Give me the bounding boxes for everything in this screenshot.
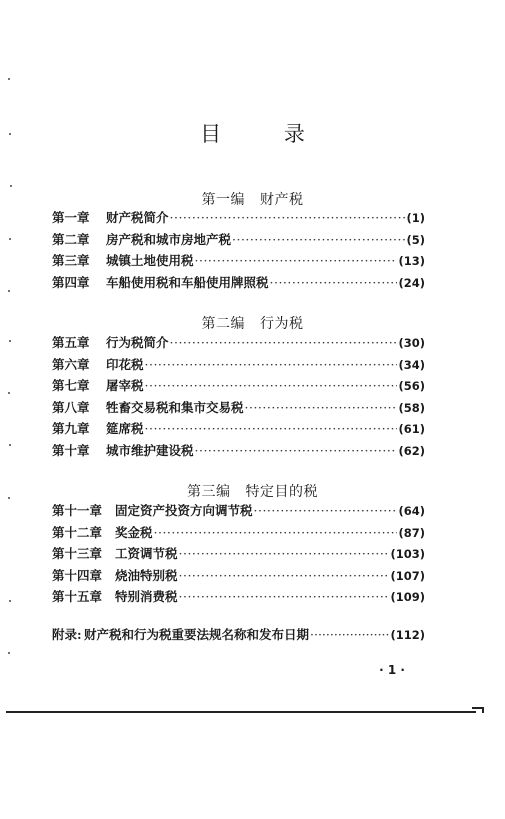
chapter-title: 烧油特别税 xyxy=(115,567,178,583)
chapter-number: 第十五章 xyxy=(52,589,103,604)
toc-part-2 xyxy=(52,333,425,462)
part-heading-3: 第三编 特定目的税 xyxy=(187,484,318,500)
appendix-title: 财产税和行为税重要法规名称和发布日期 xyxy=(84,627,310,642)
chapter-number: 第十二章 xyxy=(52,524,103,540)
scan-speck xyxy=(8,497,10,499)
toc-entry[interactable] xyxy=(52,251,425,273)
page-number: (62) xyxy=(398,443,425,458)
toc-entry[interactable] xyxy=(52,544,425,566)
page-number: (112) xyxy=(390,628,425,642)
bottom-rule xyxy=(6,711,476,713)
chapter-title: 城镇土地使用税 xyxy=(106,253,194,268)
chapter-title: 固定资产投资方向调节税 xyxy=(115,503,253,518)
chapter-number: 第六章 xyxy=(52,356,90,372)
dot-leader xyxy=(145,357,398,372)
chapter-number: 第十四章 xyxy=(52,567,103,583)
dot-leader xyxy=(170,335,398,350)
dot-leader xyxy=(179,546,390,561)
toc-entry[interactable] xyxy=(52,208,425,230)
page-number: (103) xyxy=(390,547,425,561)
chapter-number: 第九章 xyxy=(52,421,90,436)
chapter-number: 第十章 xyxy=(52,442,90,458)
toc-entry[interactable] xyxy=(52,441,425,463)
toc-entry[interactable] xyxy=(52,398,425,420)
bottom-rule-tail xyxy=(472,707,484,713)
chapter-title: 财产税简介 xyxy=(106,210,169,225)
page-number: (34) xyxy=(398,357,425,372)
page-number: (1) xyxy=(406,211,425,225)
chapter-title: 特别消费税 xyxy=(115,589,178,604)
chapter-title: 工资调节税 xyxy=(115,546,178,561)
chapter-number: 第八章 xyxy=(52,399,90,415)
dot-leader xyxy=(254,503,398,518)
dot-leader xyxy=(245,400,398,415)
dot-leader xyxy=(195,443,398,458)
dot-leader xyxy=(195,253,398,268)
appendix-label: 附录: xyxy=(52,627,82,642)
scan-speck xyxy=(8,392,10,394)
chapter-title: 筵席税 xyxy=(106,421,144,436)
page-number: (56) xyxy=(398,379,425,393)
toc-entry[interactable] xyxy=(52,523,425,545)
dot-leader xyxy=(179,568,390,583)
toc-part-3 xyxy=(52,501,425,609)
part-heading-1: 第一编 财产税 xyxy=(201,192,304,208)
toc-entry[interactable] xyxy=(52,376,425,398)
toc-entry[interactable] xyxy=(52,587,425,609)
dot-leader xyxy=(154,525,398,540)
scan-speck xyxy=(10,185,12,187)
page-number: (61) xyxy=(398,422,425,436)
chapter-title: 奖金税 xyxy=(115,524,153,540)
scan-speck xyxy=(8,78,10,80)
toc-entry[interactable] xyxy=(52,419,425,441)
page-number: (24) xyxy=(398,275,425,290)
dot-leader xyxy=(232,232,405,247)
chapter-number: 第十一章 xyxy=(52,503,103,518)
toc-entry[interactable] xyxy=(52,566,425,588)
chapter-title: 屠宰税 xyxy=(106,378,144,393)
chapter-number: 第四章 xyxy=(52,274,90,290)
page-number: (64) xyxy=(398,504,425,518)
chapter-title: 车船使用税和车船使用牌照税 xyxy=(106,274,269,290)
dot-leader xyxy=(270,275,398,290)
page-number: (109) xyxy=(390,590,425,604)
scan-speck xyxy=(8,290,10,292)
toc-entry[interactable] xyxy=(52,333,425,355)
page-number: (58) xyxy=(398,400,425,415)
part-heading-2: 第二编 行为税 xyxy=(201,316,304,332)
scan-speck xyxy=(9,133,11,135)
chapter-title: 房产税和城市房地产税 xyxy=(106,231,232,247)
dot-leader xyxy=(310,627,389,642)
toc-entry[interactable] xyxy=(52,230,425,252)
scan-speck xyxy=(9,600,11,602)
page-number: (87) xyxy=(398,525,425,540)
scan-speck xyxy=(9,238,11,240)
chapter-number: 第二章 xyxy=(52,231,90,247)
page-title: 目 录 xyxy=(200,122,333,146)
chapter-number: 第七章 xyxy=(52,378,90,393)
chapter-number: 第一章 xyxy=(52,210,90,225)
chapter-title: 行为税简介 xyxy=(106,335,169,350)
toc-entry[interactable] xyxy=(52,355,425,377)
page-number: (107) xyxy=(390,568,425,583)
chapter-title: 城市维护建设税 xyxy=(106,442,194,458)
dot-leader xyxy=(145,421,398,436)
chapter-number: 第五章 xyxy=(52,335,90,350)
chapter-title: 印花税 xyxy=(106,356,144,372)
appendix-entry[interactable] xyxy=(52,625,425,643)
toc-part-1 xyxy=(52,208,425,294)
chapter-title: 牲畜交易税和集市交易税 xyxy=(106,399,244,415)
toc-entry[interactable] xyxy=(52,273,425,295)
page-number: (13) xyxy=(398,254,425,268)
scan-speck xyxy=(9,340,11,342)
scan-speck xyxy=(9,444,11,446)
chapter-number: 第十三章 xyxy=(52,546,103,561)
dot-leader xyxy=(179,589,390,604)
dot-leader xyxy=(170,210,406,225)
chapter-number: 第三章 xyxy=(52,253,90,268)
scan-speck xyxy=(8,652,10,654)
toc-entry[interactable] xyxy=(52,501,425,523)
page-number: (30) xyxy=(398,336,425,350)
dot-leader xyxy=(145,378,398,393)
page-number: (5) xyxy=(406,232,425,247)
folio-page-number: · 1 · xyxy=(379,663,405,677)
